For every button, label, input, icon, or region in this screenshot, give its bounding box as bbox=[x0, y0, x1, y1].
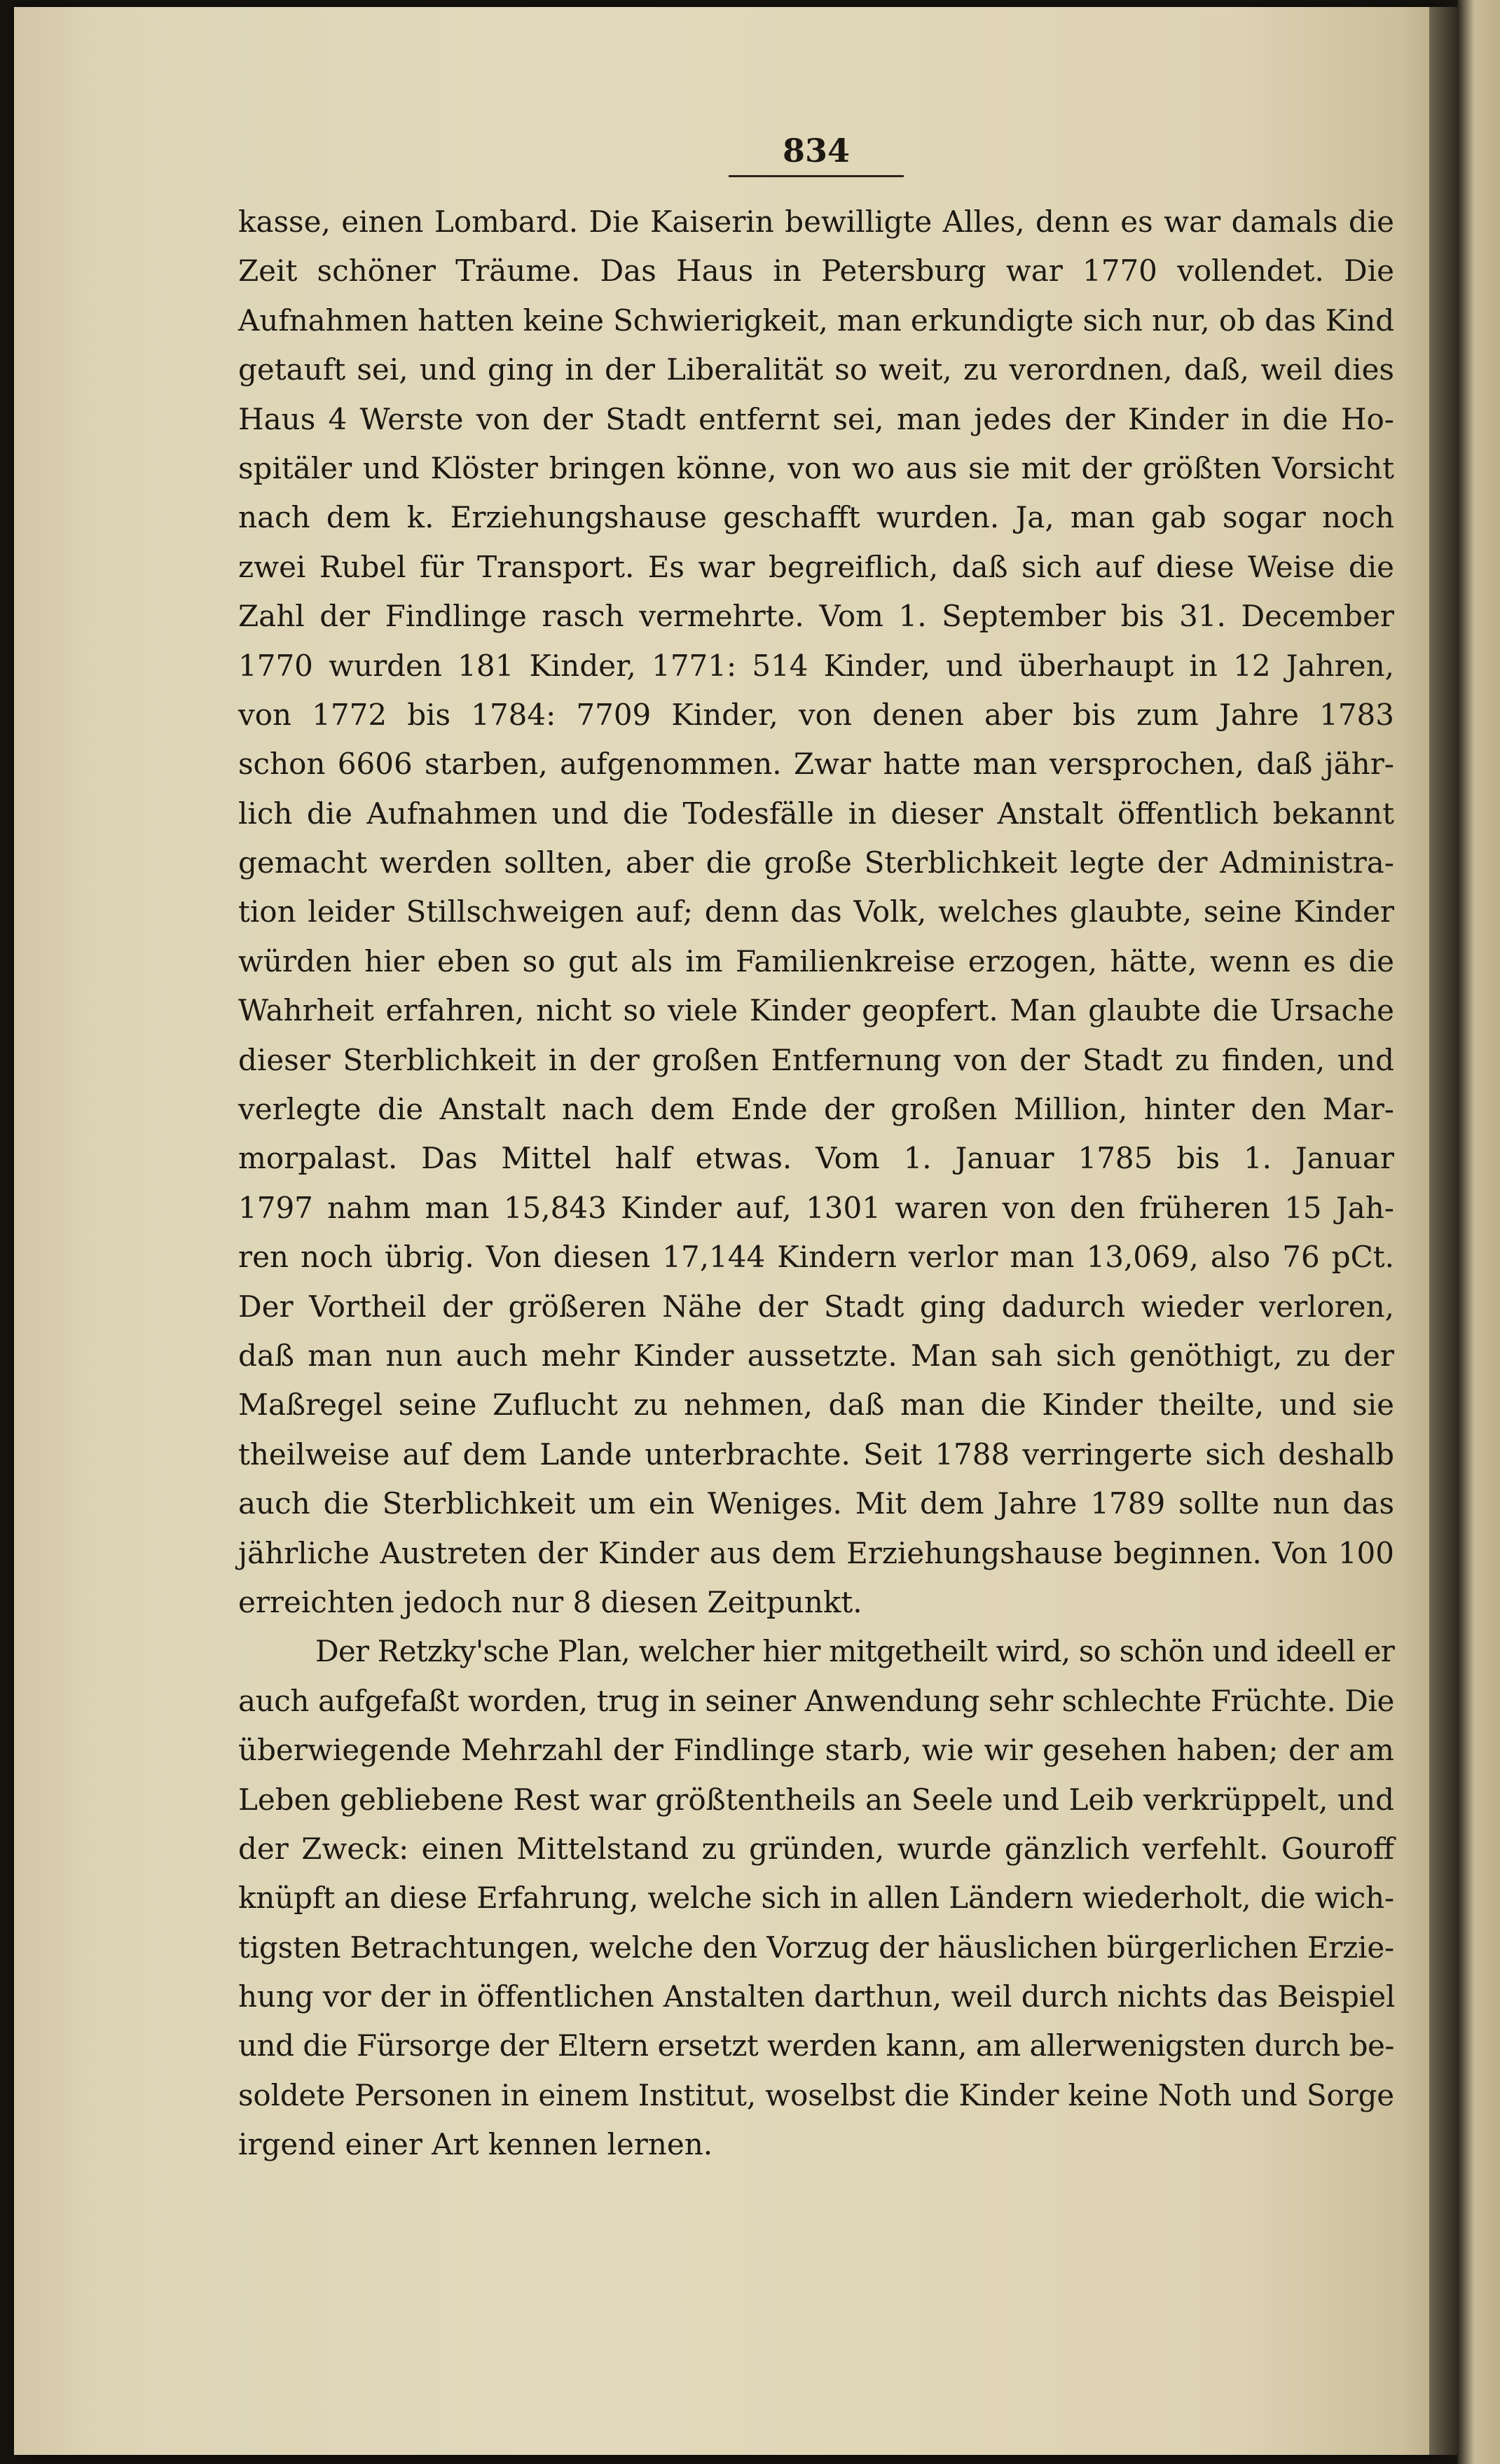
next-page-edge bbox=[1457, 0, 1500, 2464]
text-line: morpalast. Das Mittel half etwas. Vom 1. Januar 1785 bis 1. Januar bbox=[238, 1141, 1394, 1176]
text-line: ren noch übrig. Von diesen 17,144 Kindern verlor man 13,069, also 76 pCt. bbox=[238, 1240, 1394, 1275]
text-line: kasse, einen Lombard. Die Kaiserin bewilligte Alles, denn es war damals die bbox=[238, 205, 1394, 239]
text-line: Der Vortheil der größeren Nähe der Stadt ging dadurch wieder verloren, bbox=[238, 1289, 1394, 1324]
text-line: überwiegende Mehrzahl der Findlinge starb, wie wir gesehen haben; der am bbox=[238, 1733, 1394, 1768]
text-line: schon 6606 starben, aufgenommen. Zwar hatte man versprochen, daß jähr- bbox=[238, 747, 1394, 782]
text-line: hung vor der in öffentlichen Anstalten darthun, weil durch nichts das Beispiel bbox=[238, 1979, 1396, 2014]
text-line: der Zweck: einen Mittelstand zu gründen, wurde gänzlich verfehlt. Gouroff bbox=[238, 1831, 1394, 1866]
text-line: auch die Sterblichkeit um ein Weniges. Mit dem Jahre 1789 sollte nun das bbox=[238, 1486, 1394, 1521]
text-line: gemacht werden sollten, aber die große Sterblichkeit legte der Administra- bbox=[238, 845, 1394, 880]
text-line: jährliche Austreten der Kinder aus dem Erziehungshause beginnen. Von 100 bbox=[238, 1535, 1394, 1570]
text-line: tigsten Betrachtungen, welche den Vorzug der häuslichen bürgerlichen Erzie- bbox=[238, 1930, 1395, 1965]
text-line: auch aufgefaßt worden, trug in seiner Anwendung sehr schlechte Früchte. Die bbox=[238, 1683, 1394, 1718]
text-line: lich die Aufnahmen und die Todesfälle in dieser Anstalt öffentlich bekannt bbox=[238, 796, 1394, 831]
text-line: Zahl der Findlinge rasch vermehrte. Vom 1. September bis 31. December bbox=[238, 599, 1394, 634]
text-line: 1770 wurden 181 Kinder, 1771: 514 Kinder, und überhaupt in 12 Jahren, bbox=[238, 648, 1394, 683]
paragraph-end-line: erreichten jedoch nur 8 diesen Zeitpunkt. bbox=[238, 1584, 862, 1619]
text-line: daß man nun auch mehr Kinder aussetzte. Man sah sich genöthigt, zu der bbox=[238, 1338, 1394, 1373]
text-line: Haus 4 Werste von der Stadt entfernt sei, man jedes der Kinder in die Ho- bbox=[238, 401, 1394, 436]
text-line: knüpft an diese Erfahrung, welche sich in allen Ländern wiederholt, die wich- bbox=[238, 1881, 1394, 1916]
text-line: von 1772 bis 1784: 7709 Kinder, von denen aber bis zum Jahre 1783 bbox=[238, 697, 1394, 732]
text-line: zwei Rubel für Transport. Es war begreiflich, daß sich auf diese Weise die bbox=[238, 549, 1394, 584]
text-line: Wahrheit erfahren, nicht so viele Kinder geopfert. Man glaubte die Ursache bbox=[238, 993, 1394, 1028]
text-line: verlegte die Anstalt nach dem Ende der großen Million, hinter den Mar- bbox=[238, 1092, 1394, 1127]
paragraph-end-line: irgend einer Art kennen lernen. bbox=[238, 2127, 713, 2162]
page-number-rule bbox=[729, 175, 904, 177]
text-line: 1797 nahm man 15,843 Kinder auf, 1301 waren von den früheren 15 Jah- bbox=[238, 1190, 1394, 1225]
text-line: spitäler und Klöster bringen könne, von wo aus sie mit der größten Vorsicht bbox=[238, 450, 1394, 485]
page-number: 834 bbox=[782, 132, 851, 169]
text-line: Maßregel seine Zuflucht zu nehmen, daß man die Kinder theilte, und sie bbox=[238, 1387, 1394, 1423]
text-line: würden hier eben so gut als im Familienkreise erzogen, hätte, wenn es die bbox=[238, 943, 1394, 978]
text-line: dieser Sterblichkeit in der großen Entfernung von der Stadt zu finden, und bbox=[238, 1042, 1394, 1077]
paragraph-start-line: Der Retzky'sche Plan, welcher hier mitgetheilt wird, so schön und ideell er bbox=[315, 1634, 1394, 1669]
text-line: theilweise auf dem Lande unterbrachte. Seit 1788 verringerte sich deshalb bbox=[238, 1437, 1394, 1472]
text-line: soldete Personen in einem Institut, woselbst die Kinder keine Noth und Sorge bbox=[238, 2077, 1394, 2112]
text-line: tion leider Stillschweigen auf; denn das Volk, welches glaubte, seine Kinder bbox=[238, 894, 1394, 929]
body-text bbox=[238, 198, 1394, 2170]
text-line: getauft sei, und ging in der Liberalität so weit, zu verordnen, daß, weil dies bbox=[238, 352, 1394, 387]
page-fold-shadow bbox=[1429, 7, 1457, 2455]
text-line: Leben gebliebene Rest war größtentheils an Seele und Leib verkrüppelt, und bbox=[238, 1782, 1394, 1817]
text-line: Aufnahmen hatten keine Schwierigkeit, man erkundigte sich nur, ob das Kind bbox=[238, 303, 1394, 338]
text-line: nach dem k. Erziehungshause geschafft wurden. Ja, man gab sogar noch bbox=[238, 500, 1394, 535]
text-line: Zeit schöner Träume. Das Haus in Petersburg war 1770 vollendet. Die bbox=[238, 254, 1394, 289]
text-line: und die Fürsorge der Eltern ersetzt werden kann, am allerwenigsten durch be- bbox=[238, 2028, 1394, 2063]
